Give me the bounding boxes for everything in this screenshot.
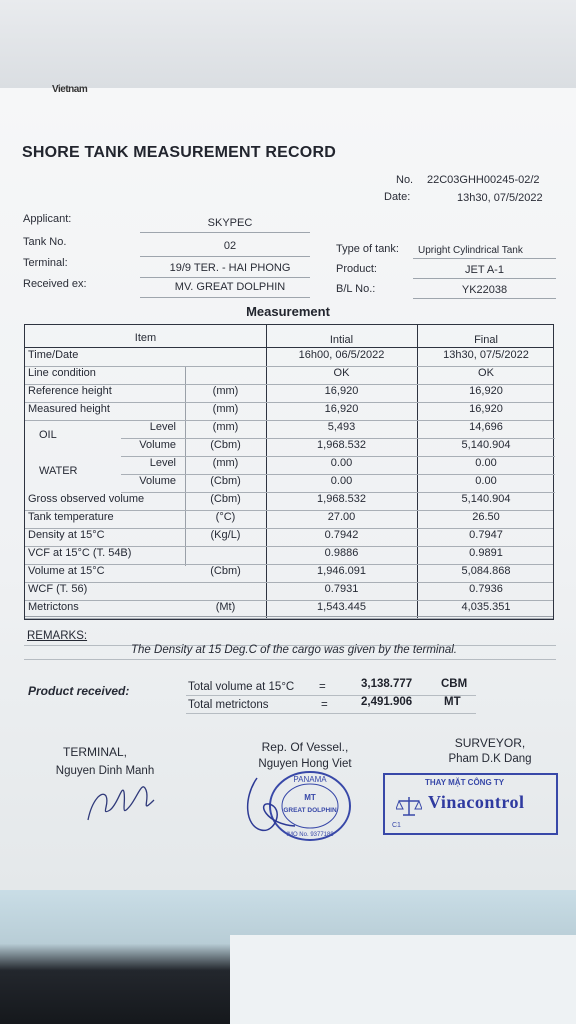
table-row-final: 5,084.868: [461, 565, 511, 577]
table-row-unit: (Mt): [215, 601, 236, 613]
table-row-item: Volume at 15°C: [28, 565, 105, 577]
bl-no-underline: [413, 298, 556, 299]
vessel-name: Nguyen Hong Viet: [258, 758, 352, 770]
table-row-unit: (mm): [212, 457, 239, 469]
date-label: Date:: [384, 191, 411, 203]
type-of-tank-value: Upright Cylindrical Tank: [418, 245, 523, 256]
table-row-initial: 16,920: [324, 403, 359, 415]
table-row-initial: 16h00, 06/5/2022: [298, 349, 385, 361]
surveyor-stamp-top: THAY MẶT CÔNG TY: [425, 778, 505, 787]
total-volume-value: 3,138.777: [361, 678, 413, 690]
total-metrictons-unit: MT: [444, 696, 461, 708]
page-title: SHORE TANK MEASUREMENT RECORD: [22, 144, 336, 161]
surveyor-name: Pham D.K Dang: [448, 753, 532, 765]
table-row-unit: (Cbm): [210, 565, 241, 577]
product-label: Product:: [336, 263, 377, 275]
surveyor-role: SURVEYOR,: [454, 736, 526, 750]
total-metrictons-underline: [186, 713, 476, 714]
table-row-initial: 16,920: [324, 385, 359, 397]
table-row-final: 0.00: [475, 475, 497, 487]
table-row-unit: (mm): [212, 421, 239, 433]
total-volume-underline: [186, 695, 476, 696]
table-row-initial: 1,543.445: [317, 601, 366, 613]
header-final: Final: [474, 334, 498, 346]
table-row-final: OK: [478, 367, 494, 379]
total-metrictons-eq: =: [321, 699, 328, 711]
vessel-stamp-text-4: IMO No. 9377189: [286, 832, 334, 838]
received-ex-label: Received ex:: [23, 278, 87, 290]
table-row-group: WATER: [39, 465, 78, 477]
remarks-line-2: [24, 659, 556, 660]
table-row-initial: 1,968.532: [317, 439, 366, 451]
table-row-initial: 1,968.532: [317, 493, 366, 505]
table-row-item: WCF (T. 56): [28, 583, 88, 595]
total-volume-eq: =: [319, 681, 326, 693]
table-row-initial: 5,493: [327, 421, 356, 433]
table-row-final: 26.50: [472, 511, 500, 523]
remarks-label: REMARKS:: [27, 630, 88, 642]
terminal-signature: [80, 770, 170, 830]
table-header-divider: [25, 347, 553, 348]
type-of-tank-underline: [413, 258, 556, 259]
table-row-initial: 0.9886: [324, 547, 359, 559]
terminal-role: TERMINAL,: [62, 745, 127, 759]
terminal-underline: [140, 277, 310, 278]
applicant-underline: [140, 232, 310, 233]
table-row-item: VCF at 15°C (T. 54B): [28, 547, 132, 559]
total-volume-label: Total volume at 15°C: [188, 681, 295, 693]
table-row-unit: (Kg/L): [210, 529, 241, 541]
surveyor-stamp-code: C1: [392, 822, 401, 829]
background-top: [0, 0, 576, 95]
table-row-final: 16,920: [469, 403, 503, 415]
vessel-signature-stamp: [235, 768, 385, 848]
table-row-final: 0.7947: [469, 529, 503, 541]
product-value: JET A-1: [465, 264, 504, 276]
table-row-unit: (mm): [212, 385, 239, 397]
terminal-name: Nguyen Dinh Manh: [55, 765, 155, 777]
table-row-item: Measured height: [28, 403, 110, 415]
section-title-measurement: Measurement: [246, 304, 330, 319]
table-row-item: Line condition: [28, 367, 96, 379]
table-row-initial: 0.00: [330, 457, 353, 469]
header-scrap-text: Vietnam: [52, 84, 88, 95]
table-row-final: 0.00: [475, 457, 497, 469]
table-row-item: Metrictons: [28, 601, 79, 613]
table-row-item: Reference height: [28, 385, 112, 397]
table-row-unit: (Cbm): [210, 493, 241, 505]
terminal-label: Terminal:: [23, 257, 68, 269]
total-volume-unit: CBM: [441, 678, 468, 690]
terminal-value: 19/9 TER. - HAI PHONG: [169, 262, 291, 274]
table-row-item: Time/Date: [28, 349, 79, 361]
tank-no-underline: [140, 256, 310, 257]
surveyor-stamp-brand: Vinacontrol: [428, 792, 525, 812]
background-paper-corner: [230, 935, 576, 1024]
table-bottom-rule: [25, 616, 553, 617]
table-row-initial: 0.7931: [324, 583, 359, 595]
total-metrictons-value: 2,491.906: [361, 696, 413, 708]
no-value: 22C03GHH00245-02/2: [427, 174, 540, 186]
table-row-unit: (mm): [212, 403, 239, 415]
table-row-final: 14,696: [469, 421, 503, 433]
type-of-tank-label: Type of tank:: [336, 243, 399, 255]
table-row-subitem: Volume: [139, 439, 176, 451]
table-row-final: 16,920: [469, 385, 503, 397]
applicant-label: Applicant:: [23, 213, 72, 225]
remarks-text: The Density at 15 Deg.C of the cargo was given by the terminal.: [131, 644, 457, 656]
vessel-stamp-text-1: PANAMA: [293, 775, 327, 784]
no-label: No.: [396, 174, 414, 186]
header-initial: Intial: [329, 334, 354, 346]
table-row-final: 0.7936: [469, 583, 503, 595]
bl-no-value: YK22038: [461, 284, 508, 296]
table-row-rule: [25, 618, 553, 619]
table-row-subitem: Level: [149, 457, 176, 469]
vessel-stamp-text-3: GREAT DOLPHIN: [283, 807, 337, 814]
table-row-initial: 0.7942: [324, 529, 359, 541]
table-row-final: 5,140.904: [461, 493, 511, 505]
table-row-initial: OK: [333, 367, 350, 379]
vessel-stamp-text-2: MT: [304, 793, 316, 802]
table-row-initial: 1,946.091: [317, 565, 366, 577]
table-row-item: Tank temperature: [28, 511, 114, 523]
tank-no-value: 02: [223, 240, 237, 252]
received-ex-value: MV. GREAT DOLPHIN: [174, 281, 286, 293]
header-item: Item: [134, 332, 157, 344]
product-underline: [413, 278, 556, 279]
applicant-value: SKYPEC: [207, 217, 253, 229]
table-row-group: OIL: [39, 429, 57, 441]
table-row-final: 5,140.904: [461, 439, 511, 451]
table-row-unit: (Cbm): [210, 439, 241, 451]
table-row-initial: 27.00: [327, 511, 356, 523]
scale-icon: [396, 795, 422, 817]
table-row-final: 0.9891: [469, 547, 503, 559]
table-row-final: 4,035.351: [461, 601, 511, 613]
product-received-label: Product received:: [28, 684, 130, 698]
date-value: 13h30, 07/5/2022: [457, 192, 543, 204]
table-row-item: Gross observed volume: [28, 493, 145, 505]
table-row-subitem: Level: [149, 421, 176, 433]
bl-no-label: B/L No.:: [336, 283, 376, 295]
total-metrictons-label: Total metrictons: [188, 699, 269, 711]
table-row-item: Density at 15°C: [28, 529, 105, 541]
table-row-final: 13h30, 07/5/2022: [443, 349, 529, 361]
table-row-unit: (Cbm): [210, 475, 241, 487]
measurement-table: [24, 324, 554, 620]
table-row-unit: (°C): [215, 511, 236, 523]
table-row-subitem: Volume: [139, 475, 176, 487]
received-ex-underline: [140, 297, 310, 298]
vessel-role: Rep. Of Vessel.,: [261, 740, 349, 754]
table-row-initial: 0.00: [330, 475, 353, 487]
tank-no-label: Tank No.: [23, 236, 67, 248]
